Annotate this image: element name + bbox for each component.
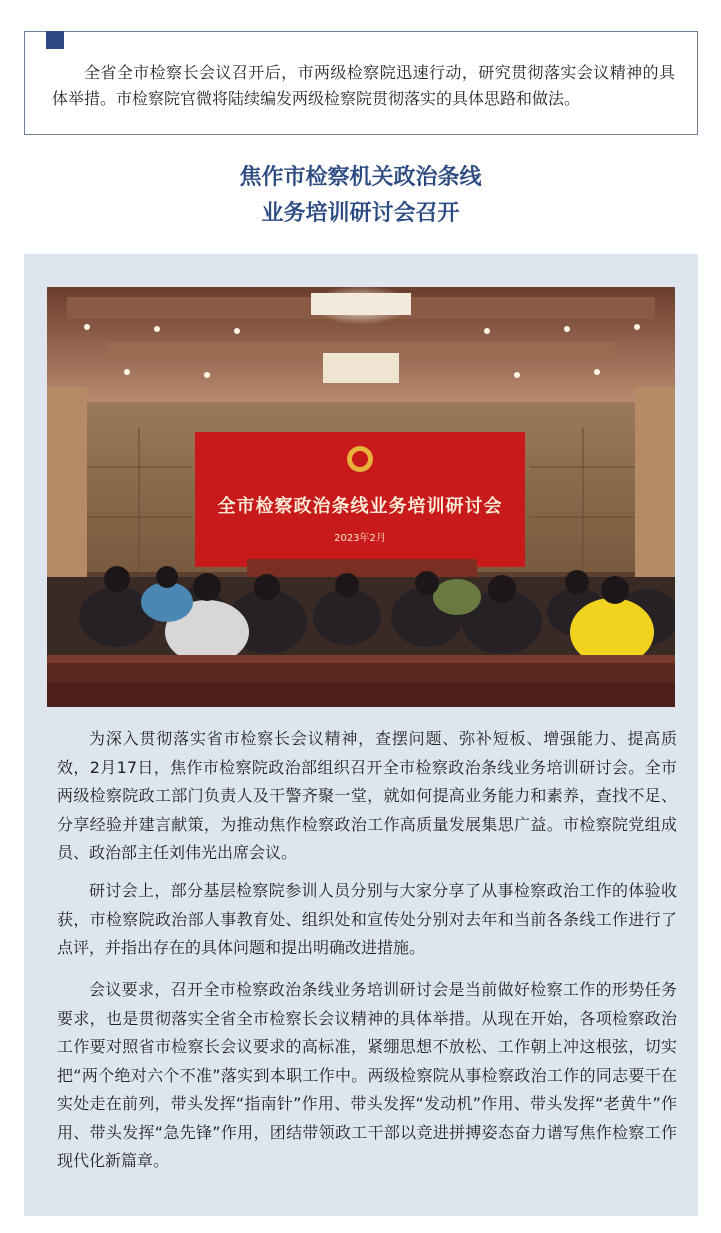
paragraph-1: 为深入贯彻落实省市检察长会议精神，查摆问题、弥补短板、增强能力、提高质效，2月17日，焦作市检察院政治部组织召开全市检察政治条线业务培训研讨会。全市两级检察院政工部门负责人及干警齐聚一堂，就如何提高业务能力和素养，查找不足、分享经验并建言献策，为推动焦作检察政治工作高质量发展集思广益。市检察院党组成员、政治部主任刘伟光出席会议。 — [57, 729, 677, 862]
intro-marker — [46, 31, 64, 49]
intro-box — [24, 31, 698, 135]
intro-text: 全省全市检察长会议召开后，市两级检察院迅速行动，研究贯彻落实会议精神的具体举措。市检察院官微将陆续编发两级检察院贯彻落实的具体思路和做法。 — [52, 63, 675, 108]
article-title-line-1: 焦作市检察机关政治条线 — [239, 165, 482, 190]
meeting-photo — [47, 287, 675, 707]
article-title-line-2: 业务培训研讨会召开 — [261, 201, 460, 226]
paragraph-2: 研讨会上，部分基层检察院参训人员分别与大家分享了从事检察政治工作的体验收获，市检察院政治部人事教育处、组织处和宣传处分别对去年和当前各条线工作进行了点评，并指出存在的具体问题和提出明确改进措施。 — [57, 881, 677, 957]
banner-date: 2023年2月 — [334, 533, 386, 544]
paragraph-3: 会议要求，召开全市检察政治条线业务培训研讨会是当前做好检察工作的形势任务要求，也是贯彻落实全省全市检察长会议精神的具体举措。从现在开始，各项检察政治工作要对照省市检察长会议要求的高标准，紧绷思想不放松、工作朝上冲这根弦，切实把“两个绝对六个不准”落实到本职工作中。两级检察院从事检察政治工作的同志要干在实处走在前列，带头发挥“指南针”作用、带头发挥“发动机”作用、带头发挥“老黄牛”作用、带头发挥“急先锋”作用，团结带领政工干部以竞进拼搏姿态奋力谱写焦作检察工作现代化新篇章。 — [57, 980, 677, 1170]
article-title — [0, 160, 721, 232]
banner-title: 全市检察政治条线业务培训研讨会 — [217, 496, 503, 517]
